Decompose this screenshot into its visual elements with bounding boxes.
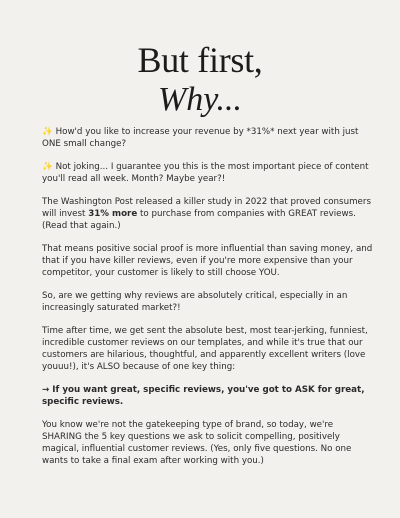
paragraph-3 bbox=[42, 196, 374, 232]
paragraph-1-text: How'd you like to increase your revenue by *31%* next year with just ONE small change? bbox=[42, 127, 359, 149]
title-line-2: Why... bbox=[157, 81, 243, 118]
paragraph-8: You know we're not the gatekeeping type of brand, so today, we're SHARING the 5 key questions we ask to solicit compelling, positively magical, influential customer reviews. (Yes, only five questions. No one wants to take a final exam after working with you.) bbox=[42, 420, 352, 466]
paragraph-2-text: Not joking... I guarantee you this is the most important piece of content you'll read all week. Month? Maybe year?! bbox=[42, 162, 369, 184]
paragraph-3-text-a: The Washington Post released a killer study in 2022 that proved consumers will invest bbox=[42, 197, 371, 219]
paragraph-1 bbox=[42, 126, 374, 150]
paragraph-3-text-c: to purchase from companies with GREAT reviews. (Read that again.) bbox=[42, 209, 356, 231]
paragraph-7 bbox=[42, 384, 374, 408]
paragraph-3-emphasis: 31% more bbox=[88, 209, 138, 219]
body-text bbox=[42, 126, 374, 478]
sparkle-icon-faint: ✨ bbox=[42, 162, 53, 172]
paragraph-5: So, are we getting why reviews are absolutely critical, especially in an increasingly saturated market?! bbox=[42, 291, 348, 313]
title-line-1: But first, bbox=[137, 40, 263, 80]
sparkle-icon: ✨ bbox=[42, 127, 53, 137]
paragraph-6: Time after time, we get sent the absolute best, most tear-jerking, funniest, incredible customer reviews on our templates, and while it's true that our customers are hilarious, thoughtful, and apparently excellent writers (love youuu!), it's ALSO because of one key thing: bbox=[42, 326, 368, 372]
paragraph-4: That means positive social proof is more influential than saving money, and that if you have killer reviews, even if you're more expensive than your competitor, your customer is likely to still choose YOU. bbox=[42, 244, 373, 278]
paragraph-7-text: → If you want great, specific reviews, you've got to ASK for great, specific reviews. bbox=[42, 385, 365, 407]
paragraph-2 bbox=[42, 161, 374, 185]
